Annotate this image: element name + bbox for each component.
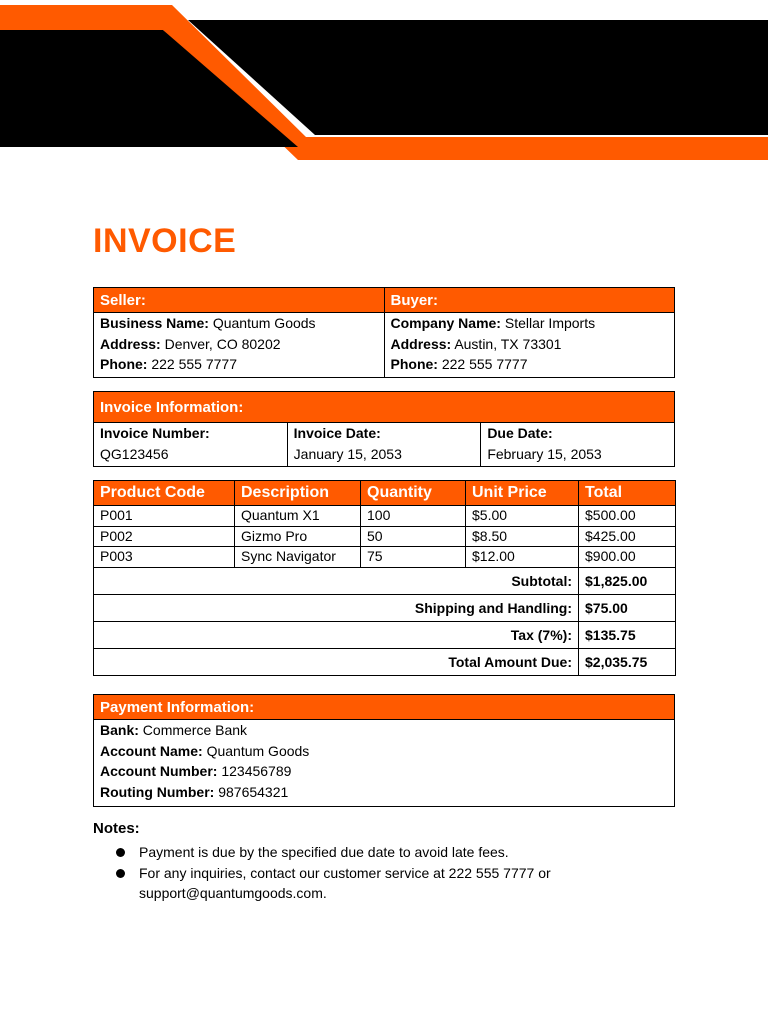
invoice-date-value: January 15, 2053 [293,445,402,462]
shipping-value: $75.00 [579,594,676,621]
total-due-value: $2,035.75 [579,648,676,675]
note-text: For any inquiries, contact our customer service at 222 555 7777 or support@quantumgoods.com. [139,864,551,901]
notes-list [116,842,636,904]
account-name-label: Account Name: [100,742,203,759]
note-text: Payment is due by the specified due date to avoid late fees. [139,844,509,860]
payment-info-header: Payment Information: [94,695,675,720]
product-code-cell: P001 [94,506,235,527]
bank-value: Commerce Bank [142,722,248,738]
table-row [94,506,676,527]
invoice-date-cell [287,423,481,467]
buyer-company-label: Company Name: [390,315,501,331]
header-banner [0,0,768,170]
table-row [94,526,676,547]
due-date-cell [481,423,675,467]
account-name-value: Quantum Goods [206,742,310,759]
column-header: Product Code [94,481,235,506]
list-item [116,863,636,904]
bullet-icon [116,848,125,857]
invoice-date-label: Invoice Date: [293,425,381,441]
tax-row [94,621,676,648]
seller-address-label: Address: [100,335,161,352]
seller-business-value: Quantum Goods [212,315,316,331]
product-code-cell: P002 [94,526,235,547]
seller-header: Seller: [94,288,385,313]
total-due-row [94,648,676,675]
quantity-cell: 75 [361,547,466,568]
buyer-details [384,313,675,378]
subtotal-label: Subtotal: [94,567,579,594]
bullet-icon [116,869,125,878]
invoice-number-label: Invoice Number: [100,425,210,441]
invoice-number-cell [94,423,288,467]
description-cell: Sync Navigator [235,547,361,568]
total-due-label: Total Amount Due: [94,648,579,675]
buyer-company-value: Stellar Imports [504,315,596,331]
total-cell: $900.00 [579,547,676,568]
seller-business-label: Business Name: [100,315,209,331]
quantity-cell: 50 [361,526,466,547]
seller-phone-value: 222 555 7777 [151,356,237,372]
description-cell: Gizmo Pro [235,526,361,547]
column-header: Description [235,481,361,506]
due-date-value: February 15, 2053 [487,445,602,462]
account-number-label: Account Number: [100,763,218,779]
list-item [116,842,636,863]
routing-number-label: Routing Number: [100,783,215,800]
quantity-cell: 100 [361,506,466,527]
seller-phone-label: Phone: [100,356,148,372]
buyer-phone-label: Phone: [390,356,438,372]
page-title: INVOICE [93,222,237,260]
table-row [94,547,676,568]
buyer-header: Buyer: [384,288,675,313]
column-header: Quantity [361,481,466,506]
items-table [93,480,676,676]
seller-address-value: Denver, CO 80202 [164,335,281,352]
column-header: Total [579,481,676,506]
buyer-phone-value: 222 555 7777 [441,356,528,372]
total-cell: $500.00 [579,506,676,527]
total-cell: $425.00 [579,526,676,547]
column-header: Unit Price [466,481,579,506]
payment-info-table [93,694,675,807]
unit-price-cell: $8.50 [466,526,579,547]
buyer-address-label: Address: [390,335,452,352]
tax-value: $135.75 [579,621,676,648]
notes-title: Notes: [93,820,140,837]
subtotal-row [94,567,676,594]
shipping-label: Shipping and Handling: [94,594,579,621]
account-number-value: 123456789 [221,763,292,779]
description-cell: Quantum X1 [235,506,361,527]
shipping-row [94,594,676,621]
seller-details [94,313,385,378]
unit-price-cell: $5.00 [466,506,579,527]
invoice-info-table [93,391,675,467]
due-date-label: Due Date: [487,425,553,441]
invoice-info-header: Invoice Information: [94,392,675,423]
subtotal-value: $1,825.00 [579,567,676,594]
routing-number-value: 987654321 [218,783,289,800]
invoice-number-value: QG123456 [100,445,169,462]
seller-buyer-table [93,287,675,378]
unit-price-cell: $12.00 [466,547,579,568]
buyer-address-value: Austin, TX 73301 [454,335,562,352]
product-code-cell: P003 [94,547,235,568]
bank-label: Bank: [100,722,139,738]
tax-label: Tax (7%): [94,621,579,648]
payment-details [94,720,675,807]
